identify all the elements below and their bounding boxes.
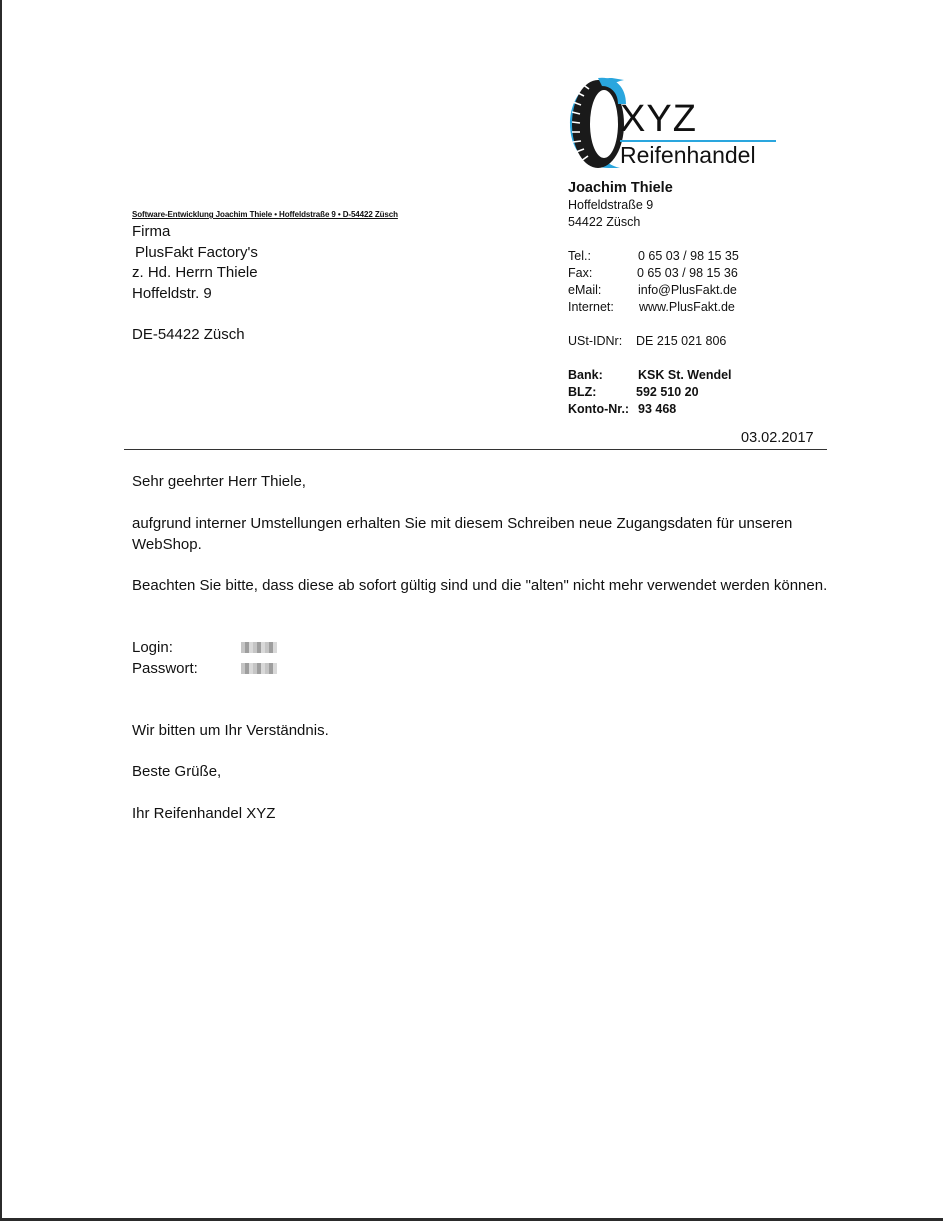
logo-brand: XYZ [620, 98, 697, 140]
ust-label: USt-IDNr: [568, 334, 623, 348]
internet-row [568, 299, 808, 316]
konto-row [568, 401, 808, 418]
letter-date: 03.02.2017 [741, 430, 814, 446]
recipient-line: z. Hd. Herrn Thiele [132, 264, 258, 282]
fax-label: Fax: [568, 266, 593, 280]
blz-row [568, 384, 808, 401]
fax-row [568, 265, 808, 282]
login-value-redacted [241, 642, 277, 653]
bank-label: Bank: [568, 368, 603, 382]
recipient-line: DE-54422 Züsch [132, 325, 245, 343]
email-row [568, 282, 808, 299]
konto-value: 93 468 [638, 402, 677, 416]
tire-icon [568, 74, 628, 170]
header-divider [124, 449, 827, 450]
bank-value: KSK St. Wendel [638, 368, 732, 382]
paragraph-2: Beachten Sie bitte, dass diese ab sofort gültig sind und die "alten" nicht mehr verwendet werden können. [132, 577, 828, 594]
login-label: Login: [132, 639, 173, 656]
password-label: Passwort: [132, 660, 198, 677]
sender-line: Software-Entwicklung Joachim Thiele • Hoffeldstraße 9 • D-54422 Züsch [132, 210, 398, 219]
closing-2: Beste Grüße, [132, 763, 222, 780]
ust-value: DE 215 021 806 [636, 334, 727, 348]
letter-page [2, 0, 943, 1218]
company-city: 54422 Züsch [568, 215, 641, 229]
company-name: Joachim Thiele [568, 180, 673, 196]
recipient-line: PlusFakt Factory's [135, 243, 258, 261]
tel-label: Tel.: [568, 249, 591, 263]
logo-subtitle: Reifenhandel [620, 142, 756, 168]
signature: Ihr Reifenhandel XYZ [132, 805, 276, 822]
recipient-line: Firma [132, 223, 171, 240]
password-value-redacted [241, 663, 277, 674]
internet-label: Internet: [568, 300, 614, 314]
tel-row [568, 248, 808, 265]
tel-value: 0 65 03 / 98 15 35 [638, 249, 739, 263]
bank-row [568, 367, 808, 384]
company-logo [568, 74, 782, 170]
recipient-line: Hoffeldstr. 9 [132, 284, 212, 302]
recipient-address [132, 222, 258, 346]
internet-value: www.PlusFakt.de [639, 300, 735, 314]
email-value: info@PlusFakt.de [638, 283, 737, 297]
paragraph-1-line-2: WebShop. [132, 536, 202, 553]
blz-label: BLZ: [568, 385, 597, 399]
ust-row [568, 333, 808, 350]
blz-value: 592 510 20 [636, 385, 699, 399]
closing-1: Wir bitten um Ihr Verständnis. [132, 722, 329, 739]
email-label: eMail: [568, 283, 602, 297]
company-info [568, 180, 808, 418]
company-street: Hoffeldstraße 9 [568, 198, 654, 212]
salutation: Sehr geehrter Herr Thiele, [132, 473, 306, 490]
paragraph-1-line-1: aufgrund interner Umstellungen erhalten Sie mit diesem Schreiben neue Zugangsdaten für unseren [132, 515, 793, 532]
fax-value: 0 65 03 / 98 15 36 [637, 266, 738, 280]
konto-label: Konto-Nr.: [568, 402, 630, 416]
